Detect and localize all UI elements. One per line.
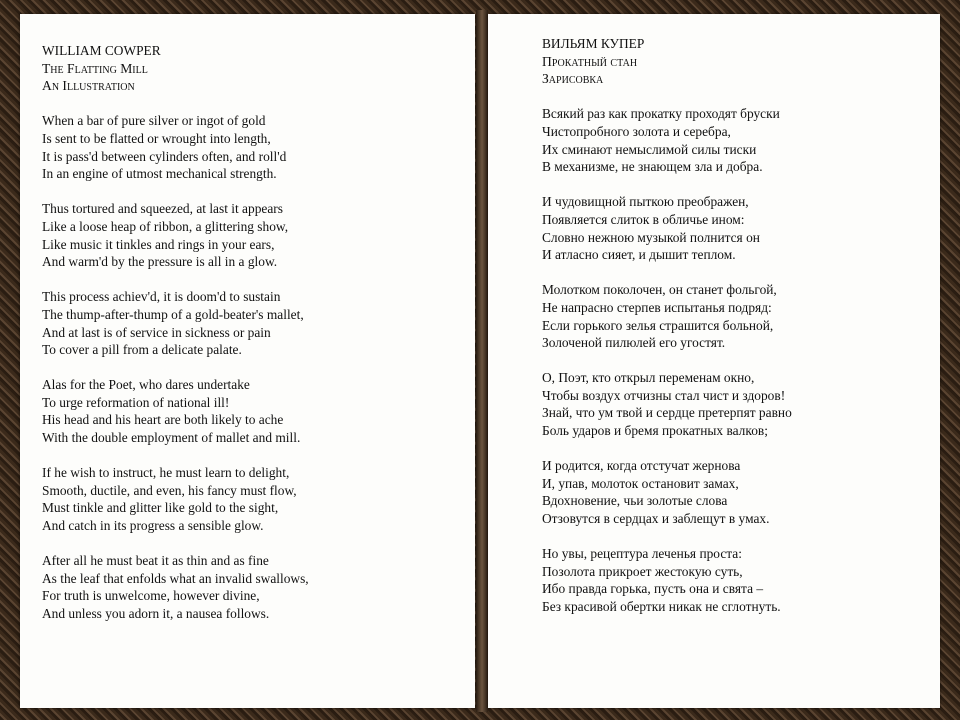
verse-line: And at last is of service in sickness or pain: [42, 324, 271, 340]
poem-title: Прокатный стан: [542, 53, 638, 69]
stanza: [542, 369, 792, 439]
verse-line: Без красивой обертки никак не сглотнуть.: [542, 599, 781, 614]
stanza: [42, 200, 309, 270]
verse-line: И родится, когда отстучат жернова: [542, 458, 741, 474]
verse-line: Появляется слиток в обличье ином:: [542, 211, 745, 227]
verse-line: Чтобы воздух отчизны стал чист и здоров!: [542, 387, 786, 403]
stanza: [542, 545, 792, 615]
english-stanzas: [42, 112, 309, 622]
verse-line: Боль ударов и бремя прокатных валков;: [542, 423, 768, 439]
russian-stanzas: [542, 105, 792, 615]
verse-line: With the double employment of mallet and mill.: [42, 430, 301, 446]
verse-line: Словно нежною музыкой полнится он: [542, 229, 760, 245]
stanza: [42, 376, 309, 446]
verse-line: And unless you adorn it, a nausea follows.: [42, 606, 270, 621]
verse-line: Alas for the Poet, who dares undertake: [42, 377, 250, 393]
verse-line: For truth is unwelcome, however divine,: [42, 588, 260, 604]
stanza: [542, 105, 792, 175]
stanza: [42, 112, 309, 182]
verse-line: И, упав, молоток остановит замах,: [542, 475, 739, 491]
verse-line: Молотком поколочен, он станет фольгой,: [542, 282, 777, 298]
verse-line: Like music it tinkles and rings in your ears,: [42, 236, 275, 252]
verse-line: After all he must beat it as thin and as fine: [42, 553, 269, 569]
verse-line: Like a loose heap of ribbon, a glittering show,: [42, 218, 289, 234]
verse-line: Но увы, рецептура леченья проста:: [542, 546, 742, 562]
verse-line: Вдохновение, чьи золотые слова: [542, 493, 728, 509]
verse-line: Ибо правда горька, пусть она и свята –: [542, 581, 764, 597]
verse-line: Их сминают немыслимой силы тиски: [542, 141, 757, 157]
poem-subtitle: An Illustration: [42, 78, 135, 94]
english-poem: [42, 42, 309, 640]
verse-line: As the leaf that enfolds what an invalid swallows,: [42, 570, 309, 586]
verse-line: И чудовищной пыткою преображен,: [542, 194, 749, 210]
verse-line: Must tinkle and glitter like gold to the sight,: [42, 500, 279, 516]
russian-poem-header: [542, 35, 792, 88]
english-poem-header: [42, 42, 309, 95]
book-gutter: [476, 10, 488, 712]
verse-line: Всякий раз как прокатку проходят бруски: [542, 106, 780, 122]
stanza: [42, 552, 309, 622]
verse-line: В механизме, не знающем зла и добра.: [542, 159, 763, 175]
verse-line: И атласно сияет, и дышит теплом.: [542, 247, 736, 263]
left-page: [20, 14, 475, 708]
verse-line: О, Поэт, кто открыл переменам окно,: [542, 370, 755, 386]
verse-line: To cover a pill from a delicate palate.: [42, 342, 242, 358]
verse-line: To urge reformation of national ill!: [42, 394, 230, 410]
verse-line: Если горького зелья страшится больной,: [542, 317, 774, 333]
verse-line: Золоченой пилюлей его угостят.: [542, 335, 726, 351]
verse-line: Не напрасно стерпев испытанья подряд:: [542, 299, 772, 315]
verse-line: Smooth, ductile, and even, his fancy must flow,: [42, 482, 297, 498]
right-page: [488, 14, 940, 708]
poem-author: ВИЛЬЯМ КУПЕР: [542, 36, 645, 51]
verse-line: It is pass'd between cylinders often, and roll'd: [42, 148, 287, 164]
stanza: [542, 457, 792, 527]
stanza: [542, 193, 792, 263]
verse-line: Знай, что ум твой и сердце претерпят равно: [542, 405, 792, 421]
stanza: [542, 281, 792, 351]
verse-line: Is sent to be flatted or wrought into length,: [42, 130, 271, 146]
verse-line: If he wish to instruct, he must learn to delight,: [42, 465, 290, 481]
stanza: [42, 288, 309, 358]
stanza: [42, 464, 309, 534]
verse-line: This process achiev'd, it is doom'd to sustain: [42, 289, 281, 305]
poem-subtitle: Зарисовка: [542, 71, 604, 87]
verse-line: Чистопробного золота и серебра,: [542, 123, 731, 139]
verse-line: When a bar of pure silver or ingot of gold: [42, 113, 266, 129]
verse-line: The thump-after-thump of a gold-beater's mallet,: [42, 306, 304, 322]
poem-title: The Flatting Mill: [42, 60, 148, 76]
verse-line: Thus tortured and squeezed, at last it appears: [42, 201, 283, 217]
verse-line: Позолота прикроет жестокую суть,: [542, 563, 743, 579]
verse-line: In an engine of utmost mechanical strength.: [42, 166, 277, 182]
poem-author: WILLIAM COWPER: [42, 43, 161, 58]
verse-line: His head and his heart are both likely to ache: [42, 412, 284, 428]
verse-line: Отзовутся в сердцах и заблещут в умах.: [542, 511, 770, 527]
verse-line: And warm'd by the pressure is all in a glow.: [42, 254, 278, 270]
verse-line: And catch in its progress a sensible glow.: [42, 518, 264, 534]
russian-poem: [542, 35, 792, 633]
